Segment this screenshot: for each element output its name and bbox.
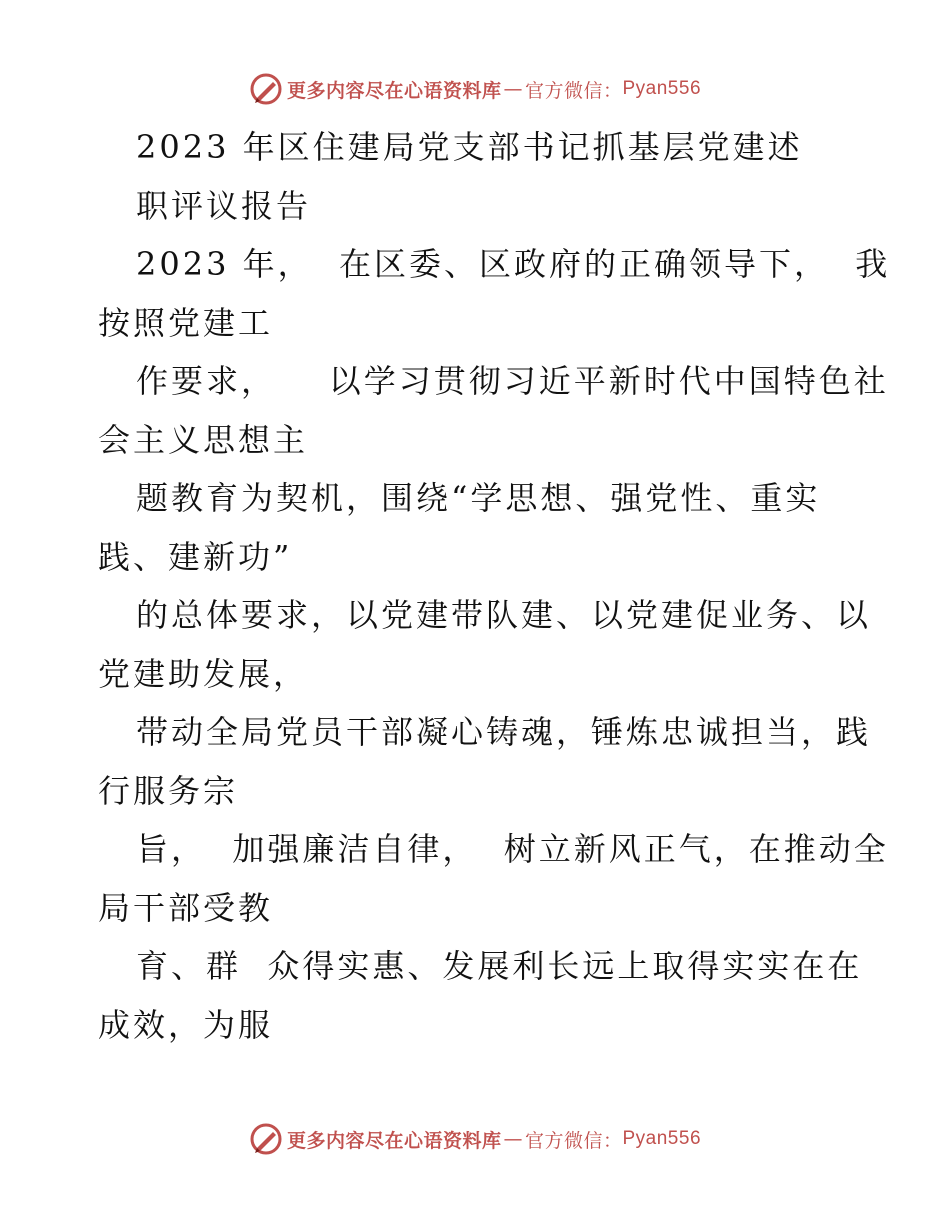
paragraph-line: 践、建新功” — [98, 537, 293, 576]
paragraph-line: 成效，为服 — [98, 1005, 274, 1044]
watermark-label: 官方微信： — [524, 1129, 623, 1152]
paragraph-line: 按照党建工 — [98, 303, 274, 342]
watermark-wechat-id: Pyan556 — [622, 1128, 702, 1149]
watermark-dash: — — [503, 78, 523, 100]
paragraph-line: 会主义思想主 — [98, 420, 309, 459]
paragraph-line: 的总体要求，以党建带队建、以党建促业务、以 — [136, 596, 872, 634]
paragraph-line: 作要求， 以学习贯彻习近平新时代中国特色社 — [136, 362, 889, 400]
paragraph-line: 育、群 众得实惠、发展利长远上取得实实在在 — [136, 947, 863, 985]
watermark-label: 官方微信： — [524, 79, 623, 102]
title-line-1: 2023 年区住建局党支部书记抓基层党建述 — [136, 128, 803, 166]
paragraph-line: 旨， 加强廉洁自律， 树立新风正气，在推动全 — [136, 830, 889, 868]
paragraph-line: 2023 年， 在区委、区政府的正确领导下， 我 — [136, 245, 891, 283]
title-line-2: 职评议报告 — [136, 186, 312, 225]
paragraph-line: 党建助发展， — [98, 654, 309, 693]
watermark-header — [0, 72, 950, 106]
pen-logo-icon — [249, 1122, 283, 1156]
paragraph-line: 局干部受教 — [98, 888, 274, 927]
paragraph-line: 带动全局党员干部凝心铸魂，锤炼忠诚担当，践 — [136, 713, 872, 751]
document-body — [98, 118, 891, 1054]
watermark-site: 更多内容尽在心语资料库 — [286, 1129, 502, 1152]
watermark-site: 更多内容尽在心语资料库 — [286, 79, 502, 102]
watermark-wechat-id: Pyan556 — [622, 78, 702, 99]
pen-logo-icon — [249, 72, 283, 106]
paragraph-line: 题教育为契机，围绕“学思想、强党性、重实 — [136, 479, 821, 517]
watermark-footer — [0, 1122, 950, 1156]
paragraph-line: 行服务宗 — [98, 771, 239, 810]
watermark-dash: — — [503, 1128, 523, 1150]
